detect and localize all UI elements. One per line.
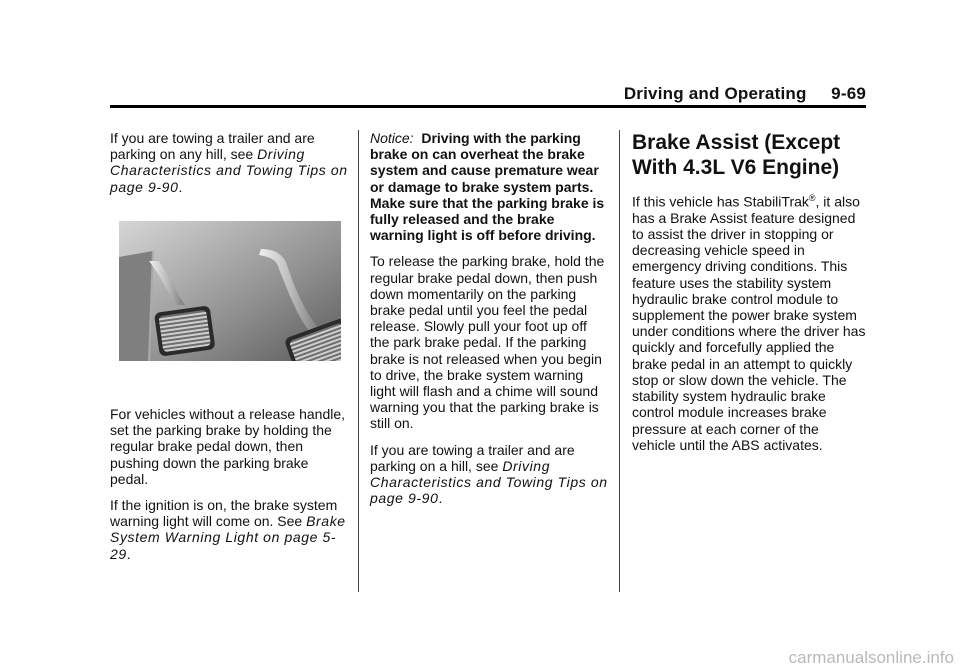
towing-text: If you are towing a trailer and are parking on any hill, see <box>110 130 315 163</box>
ignition-paragraph <box>110 497 350 562</box>
column-1 <box>110 130 350 205</box>
column-1-lower <box>110 406 350 572</box>
brake-assist-text-2: , it also has a Brake Assist feature designed to assist the driver in stopping or decreasing vehicle speed in emergency driving conditions. This feature uses the stability system hydraulic brake control module to supplement the power brake system under conditions where the driver has quickly and forcefully applied the brake pedal in an attempt to quickly stop or slow down the vehicle. The stability system hydraulic brake control module increases brake pressure at each corner of the vehicle until the ABS activates. <box>632 193 866 453</box>
towing-tips-link[interactable]: Driving Characteristics and Towing Tips on page 9-90 <box>110 146 348 195</box>
towing-end: . <box>178 178 183 195</box>
notice-text: Driving with the parking brake on can overheat the brake system and cause premature wear or damage to brake system parts. Make sure that the parking brake is fully released and the brake warning light is off before driving. <box>370 130 605 244</box>
column-3 <box>632 130 866 463</box>
brake-assist-text-1: If this vehicle has StabiliTrak <box>632 193 809 210</box>
towing-tips-link-2[interactable]: Driving Characteristics and Towing Tips on page 9-90 <box>370 457 608 507</box>
brake-warning-light-link[interactable]: Brake System Warning Light on page 5-29 <box>110 513 346 562</box>
ignition-text: If the ignition is on, the brake system warning light will come on. See <box>110 497 338 530</box>
release-paragraph: To release the parking brake, hold the regular brake pedal down, then push down momentarily on the parking brake pedal until you feel the pedal release. Slowly pull your foot up off the park brake pedal. If the parking brake is not released when you begin to drive, the brake system warning light will flash and a chime will sound warning you that the parking brake is still on. <box>370 253 605 432</box>
header-title <box>624 84 866 104</box>
watermark: carmanualsonline.info <box>788 648 954 667</box>
page-number: 9-69 <box>831 84 866 103</box>
release-handle-paragraph: For vehicles without a release handle, set the parking brake by holding the regular brake pedal down, then pushing down the parking brake pedal. <box>110 406 346 487</box>
brake-pedals-illustration <box>119 221 341 361</box>
registered-mark: ® <box>808 193 816 203</box>
brake-assist-heading: Brake Assist (Except With 4.3L V6 Engine) <box>632 131 841 179</box>
towing-hill-paragraph <box>370 442 610 507</box>
page-header <box>110 84 866 102</box>
header-rule <box>110 105 866 108</box>
brake-assist-paragraph <box>632 190 866 453</box>
column-divider-1 <box>358 130 359 592</box>
column-divider-2 <box>619 130 620 592</box>
notice-label: Notice: <box>370 130 414 146</box>
column-2 <box>370 130 610 516</box>
notice-paragraph <box>370 130 610 243</box>
towing-hill-end: . <box>438 490 443 507</box>
towing-paragraph <box>110 130 350 195</box>
towing-hill-text: If you are towing a trailer and are parking on a hill, see <box>370 441 575 474</box>
ignition-end: . <box>126 545 131 562</box>
section-name: Driving and Operating <box>623 84 807 103</box>
